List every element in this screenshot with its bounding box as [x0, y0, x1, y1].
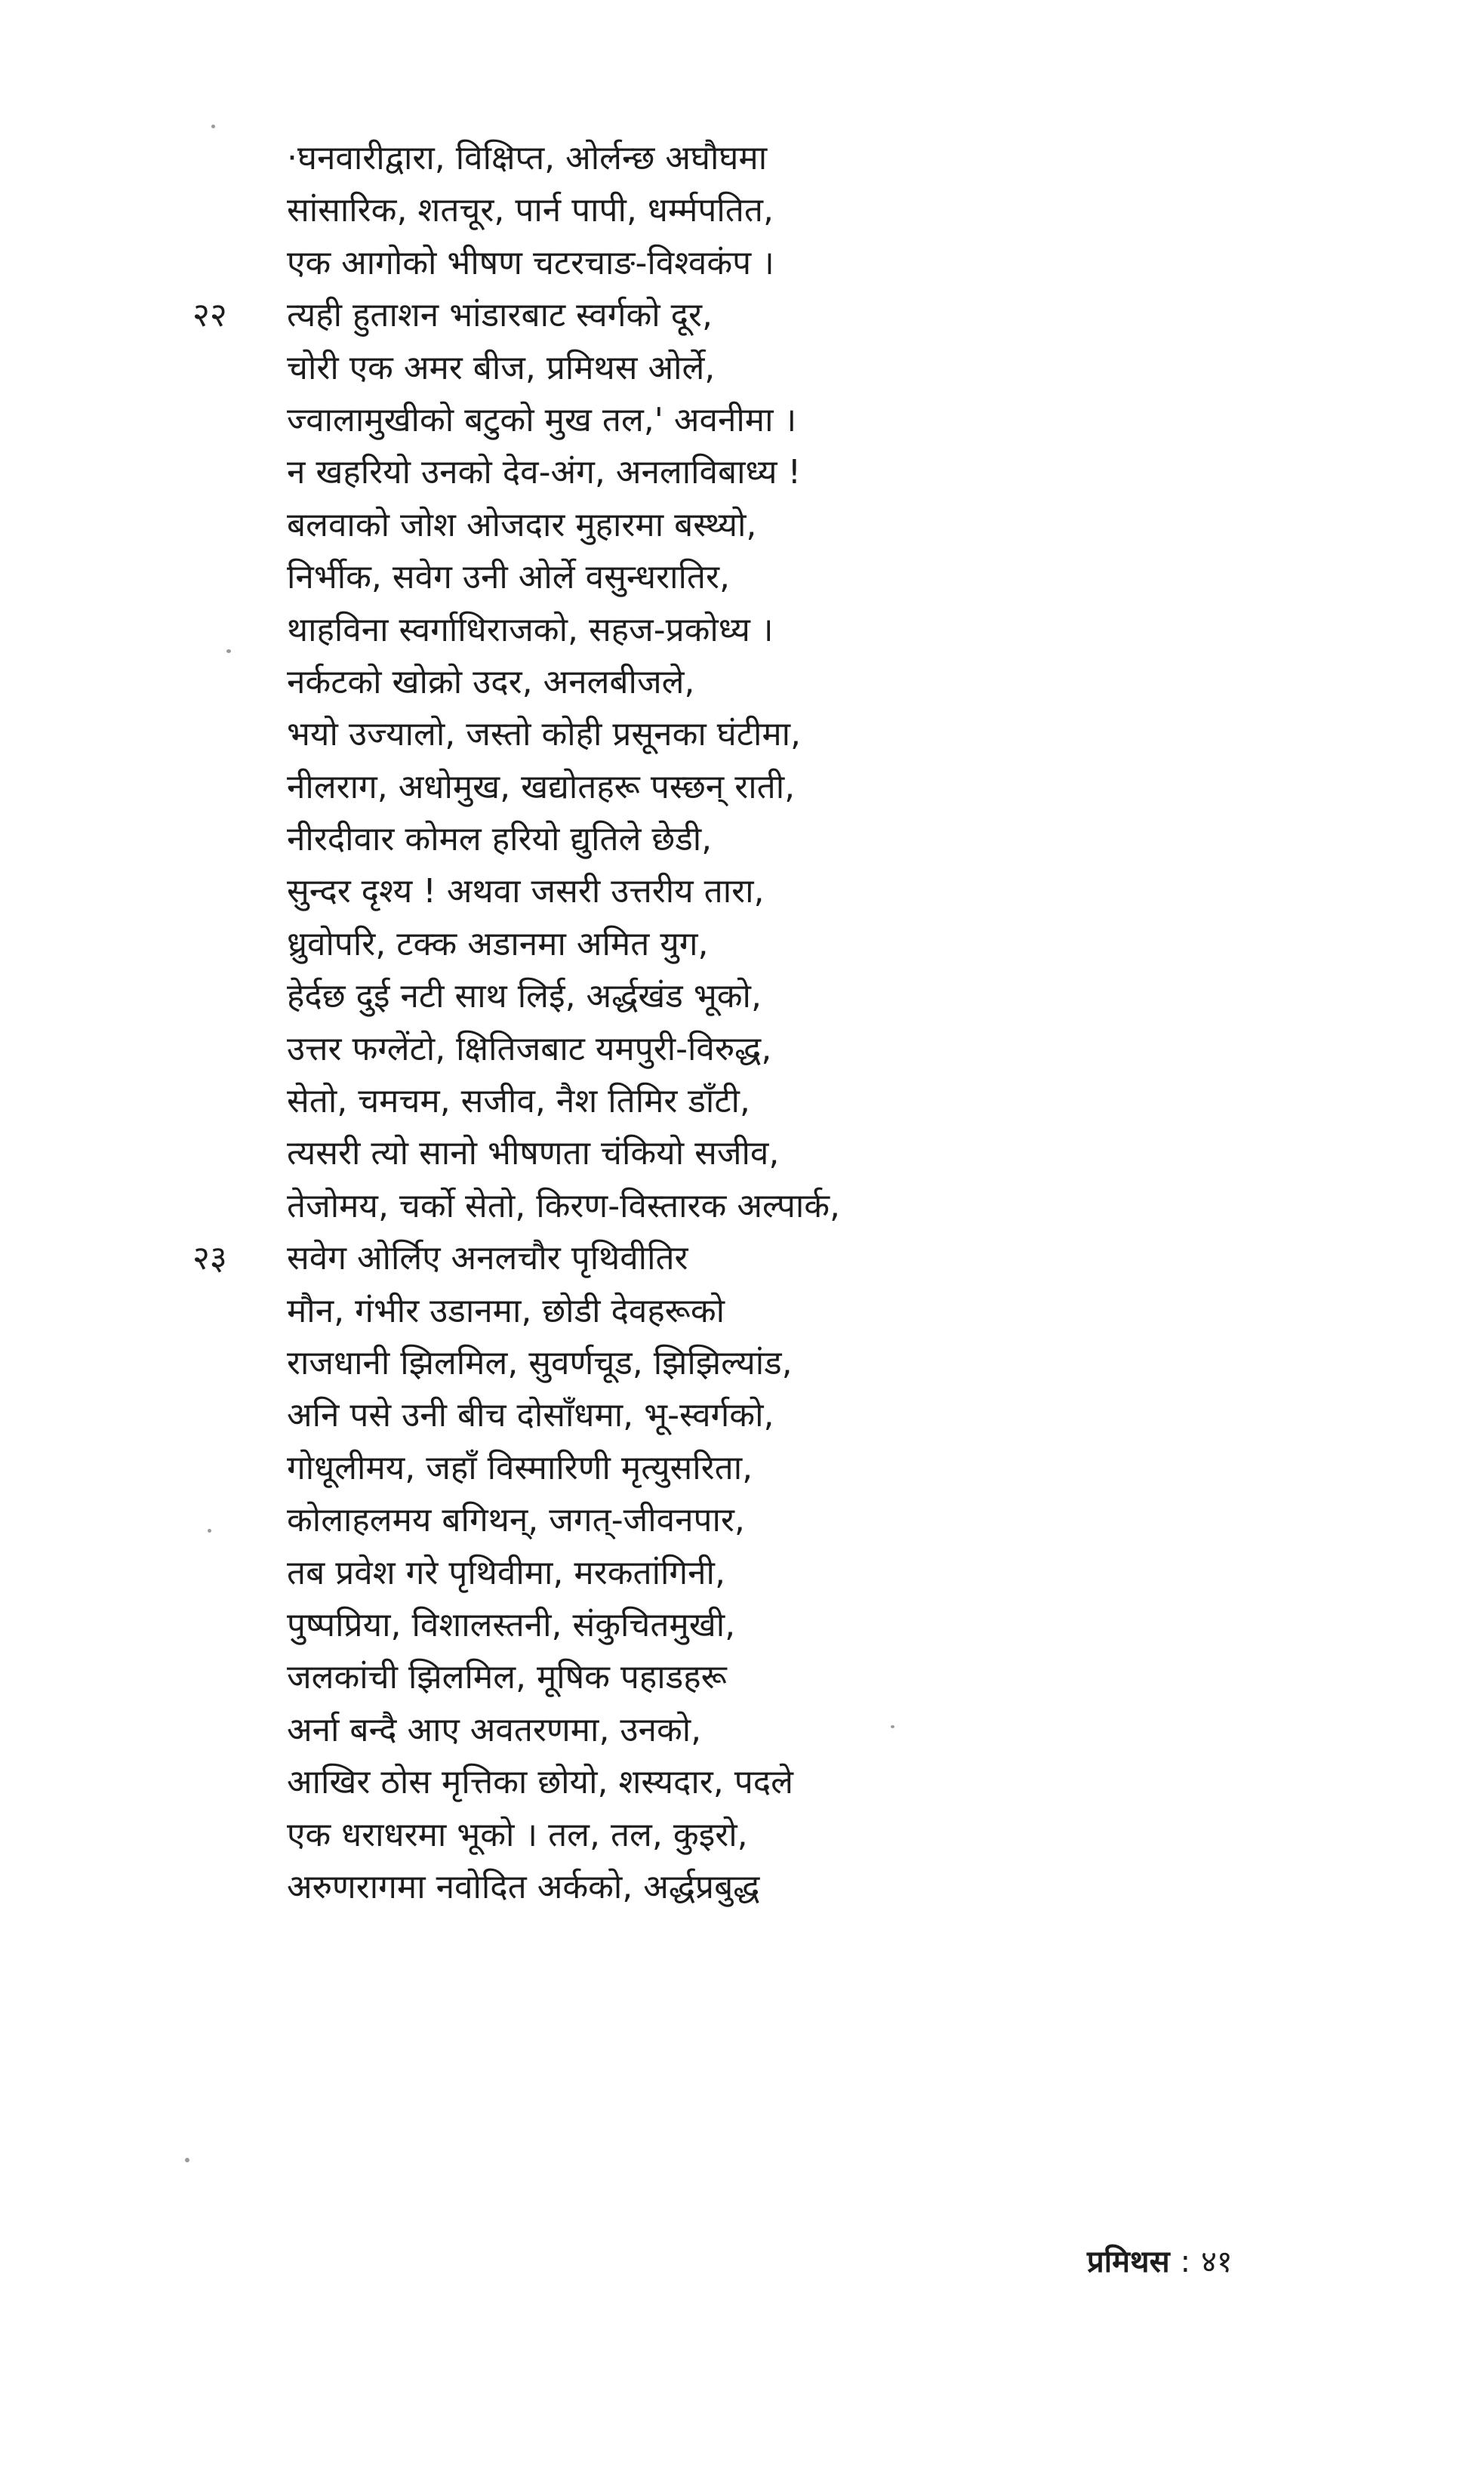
- poem-line-text: सवेग ओर्लिए अनलचौर पृथिवीतिर: [287, 1239, 688, 1278]
- poem-line-text: ज्वालामुखीको बटुको मुख तल,' अवनीमा ।: [287, 400, 797, 439]
- poem-line: [192, 918, 985, 970]
- poem-line-text: त्यही हुताशन भांडारबाट स्वर्गको दूर,: [287, 296, 713, 335]
- page-number: ४१: [1201, 2245, 1233, 2279]
- poem-line: [192, 1756, 985, 1808]
- poem-line-text: त्यसरी त्यो सानो भीषणता चंकियो सजीव,: [287, 1134, 780, 1173]
- poem-line-text: सांसारिक, शतचूर, पार्न पापी, धर्म्मपतित,: [287, 191, 774, 230]
- poem-line-text: भयो उज्यालो, जस्तो कोही प्रसूनका घंटीमा,: [287, 715, 802, 754]
- poem-line-text: अरुणरागमा नवोदित अर्कको, अर्द्धप्रबुद्ध: [287, 1867, 760, 1906]
- poem-line: [192, 1389, 985, 1441]
- poem-line: [192, 1023, 985, 1075]
- poem-line-text: एक आगोको भीषण चटरचाङ-विश्वकंप ।: [287, 243, 774, 282]
- poem-line: [192, 184, 985, 236]
- poem-line: [192, 289, 985, 341]
- verse-number: २२: [192, 296, 227, 335]
- scan-speck: [185, 2158, 189, 2162]
- poem-line-text: थाहविना स्वर्गाधिराजको, सहज-प्रकोध्य ।: [287, 610, 774, 649]
- poem-line: [192, 1547, 985, 1599]
- poem-line: [192, 237, 985, 289]
- poem-line: [192, 1809, 985, 1861]
- page-footer: [1087, 2239, 1233, 2285]
- poem-line: [192, 1180, 985, 1232]
- poem-line: [192, 761, 985, 813]
- poem-line: [192, 656, 985, 708]
- poem-line: [192, 342, 985, 394]
- poem-line-text: नर्कटको खोक्रो उदर, अनलबीजले,: [287, 662, 695, 701]
- poem-line: [192, 499, 985, 551]
- poem-line: [192, 970, 985, 1022]
- poem-line: [192, 1599, 985, 1651]
- poem-text: [192, 132, 985, 1913]
- poem-line: [192, 551, 985, 603]
- poem-line-text: नीरदीवार कोमल हरियो द्युतिले छेडी,: [287, 820, 713, 859]
- running-title: प्रमिथस: [1087, 2245, 1170, 2279]
- poem-line-text: पुष्पप्रिया, विशालस्तनी, संकुचितमुखी,: [287, 1605, 736, 1644]
- poem-line-text: अर्ना बन्दै आए अवतरणमा, उनको,: [287, 1710, 702, 1749]
- poem-line: [192, 1494, 985, 1546]
- poem-line-text: हेर्दछ दुई नटी साथ लिई, अर्द्धखंड भूको,: [287, 977, 762, 1016]
- poem-line-text: गोधूलीमय, जहाँ विस्मारिणी मृत्युसरिता,: [287, 1448, 753, 1487]
- poem-line-text: अनि पसे उनी बीच दोसाँधमा, भू-स्वर्गको,: [287, 1396, 774, 1435]
- poem-line: [192, 394, 985, 446]
- poem-line-text: राजधानी झिलमिल, सुवर्णचूड, झिझिल्यांड,: [287, 1343, 793, 1382]
- poem-line-text: उत्तर फग्लेंटो, क्षितिजबाट यमपुरी-विरुद्ध,: [287, 1029, 772, 1068]
- poem-line: [192, 865, 985, 917]
- poem-line-text: कोलाहलमय बगिथन्, जगत्-जीवनपार,: [287, 1501, 745, 1540]
- scan-speck: [211, 125, 215, 128]
- footer-separator: :: [1180, 2245, 1191, 2279]
- poem-line-text: बलवाको जोश ओजदार मुहारमा बस्थ्यो,: [287, 505, 757, 544]
- verse-number: २३: [192, 1239, 227, 1278]
- poem-line: [192, 1651, 985, 1703]
- poem-line: [192, 1127, 985, 1179]
- poem-line: [192, 1075, 985, 1127]
- poem-line-text: चोरी एक अमर बीज, प्रमिथस ओर्ले,: [287, 348, 716, 387]
- poem-line: [192, 1442, 985, 1494]
- poem-line-text: तब प्रवेश गरे पृथिवीमा, मरकतांगिनी,: [287, 1553, 725, 1592]
- poem-line: [192, 132, 985, 184]
- poem-line: [192, 708, 985, 760]
- poem-line: [192, 1861, 985, 1913]
- scan-speck: [891, 1725, 894, 1728]
- poem-line: [192, 1232, 985, 1284]
- poem-line-text: नीलराग, अधोमुख, खद्योतहरू पस्छन् राती,: [287, 767, 796, 806]
- poem-line: [192, 1285, 985, 1337]
- poem-line-text: सुन्दर दृश्य ! अथवा जसरी उत्तरीय तारा,: [287, 872, 765, 911]
- poem-line-text: ·घनवारीद्वारा, विक्षिप्त, ओर्लन्छ अघौघमा: [287, 139, 768, 177]
- poem-line-text: सेतो, चमचम, सजीव, नैश तिमिर डाँटी,: [287, 1082, 750, 1121]
- poem-line-text: जलकांची झिलमिल, मूषिक पहाडहरू: [287, 1658, 727, 1697]
- scan-speck: [226, 649, 231, 653]
- poem-line-text: एक धराधरमा भूको । तल, तल, कुइरो,: [287, 1815, 748, 1854]
- poem-line-text: मौन, गंभीर उडानमा, छोडी देवहरूको: [287, 1291, 725, 1330]
- scan-speck: [208, 1529, 211, 1533]
- poem-line-text: न खहरियो उनको देव-अंग, अनलाविबाध्य !: [287, 453, 802, 492]
- poem-line: [192, 1704, 985, 1756]
- poem-line-text: तेजोमय, चर्को सेतो, किरण-विस्तारक अल्पार्क,: [287, 1186, 840, 1225]
- poem-line-text: आखिर ठोस मृत्तिका छोयो, शस्यदार, पदले: [287, 1763, 793, 1802]
- poem-line: [192, 604, 985, 656]
- poem-line-text: निर्भीक, सवेग उनी ओर्ले वसुन्धरातिर,: [287, 558, 730, 597]
- poem-line: [192, 446, 985, 498]
- poem-line: [192, 813, 985, 865]
- poem-line: [192, 1337, 985, 1389]
- poem-line-text: ध्रुवोपरि, टक्क अडानमा अमित युग,: [287, 924, 709, 963]
